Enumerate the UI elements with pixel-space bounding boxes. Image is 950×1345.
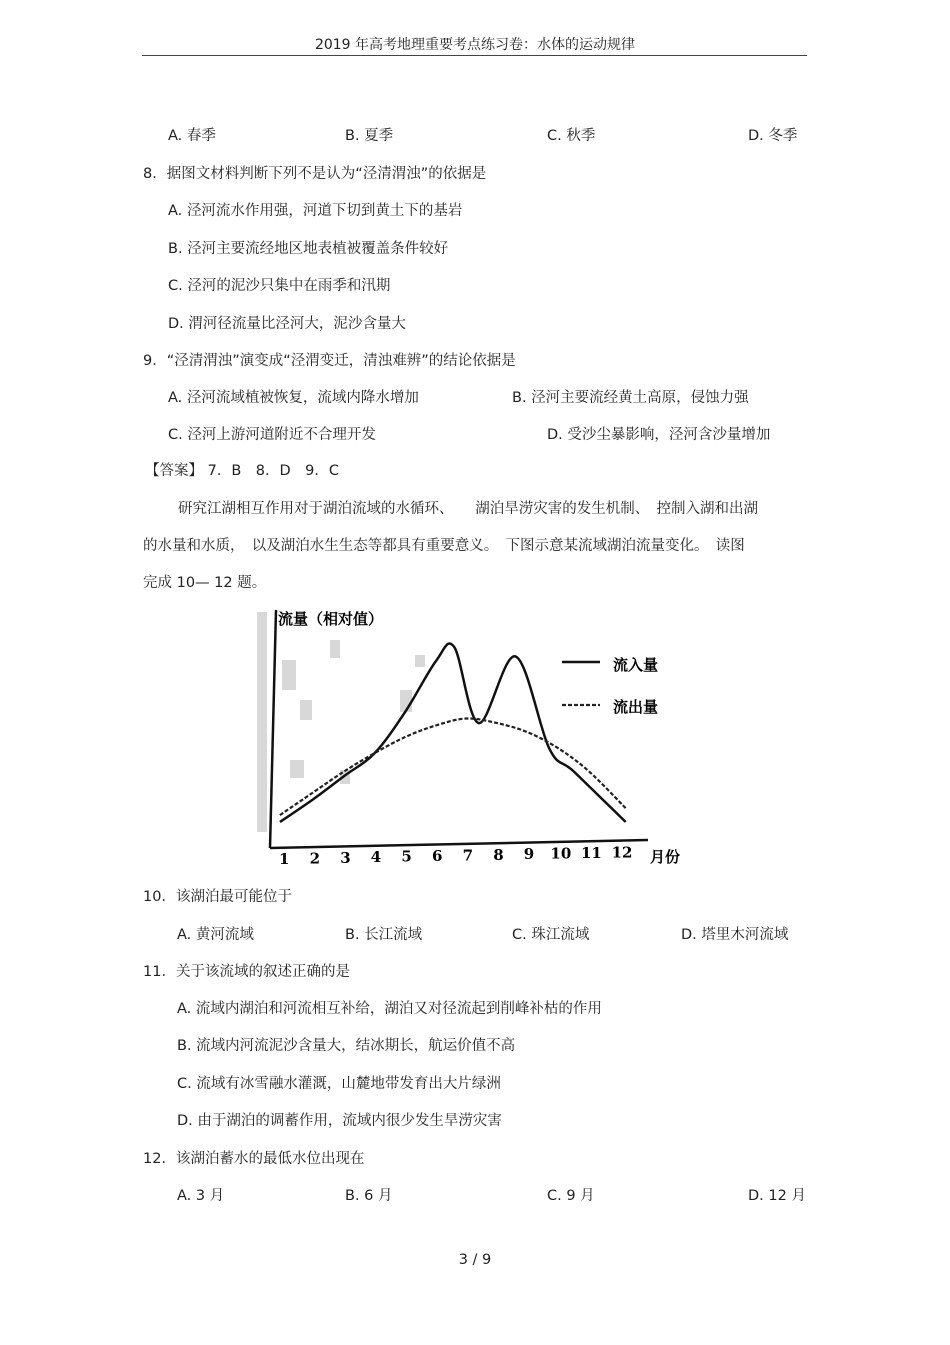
x-tick-label: 2 bbox=[309, 849, 321, 868]
x-tick-label: 3 bbox=[340, 848, 351, 867]
q11-option-c: C. 流域有冰雪融水灌溉，山麓地带发育出大片绿洲 bbox=[177, 1076, 501, 1092]
q10-option-d: D. 塔里木河流域 bbox=[681, 927, 789, 943]
q10-option-a: A. 黄河流域 bbox=[177, 927, 254, 943]
x-tick-label: 10 bbox=[550, 844, 572, 863]
q8-option-d: D. 渭河径流量比泾河大，泥沙含量大 bbox=[168, 316, 406, 332]
x-tick-label: 5 bbox=[401, 847, 412, 866]
q10-option-c: C. 珠江流域 bbox=[512, 927, 590, 943]
q8-option-a: A. 泾河流水作用强，河道下切到黄土下的基岩 bbox=[168, 203, 463, 219]
q12-option-a: A. 3 月 bbox=[177, 1188, 225, 1204]
q9-option-a: A. 泾河流域植被恢复，流域内降水增加 bbox=[168, 390, 419, 406]
page-number: 3 / 9 bbox=[458, 1252, 492, 1268]
q12-stem: 12．该湖泊蓄水的最低水位出现在 bbox=[143, 1151, 365, 1167]
q8-option-b: B. 泾河主要流经地区地表植被覆盖条件较好 bbox=[168, 241, 449, 257]
page-header: 2019 年高考地理重要考点练习卷：水体的运动规律 bbox=[314, 37, 636, 53]
q11-option-d: D. 由于湖泊的调蓄作用，流域内很少发生旱涝灾害 bbox=[177, 1113, 502, 1129]
q9-option-c: C. 泾河上游河道附近不合理开发 bbox=[168, 427, 376, 443]
x-axis-label: 月份 bbox=[650, 848, 681, 866]
q7-option-a: A. 春季 bbox=[168, 128, 216, 144]
x-tick-label: 4 bbox=[370, 848, 382, 867]
x-tick-label: 11 bbox=[581, 844, 602, 862]
q9-option-b: B. 泾河主要流经黄土高原，侵蚀力强 bbox=[512, 390, 749, 406]
q10-stem: 10．该湖泊最可能位于 bbox=[143, 889, 292, 905]
q12-option-c: C. 9 月 bbox=[547, 1188, 595, 1204]
q10-option-b: B. 长江流域 bbox=[345, 927, 423, 943]
x-tick-label: 9 bbox=[523, 845, 535, 864]
passage-line-2: 的水量和水质， 以及湖泊水生生态等都具有重要意义。 下图示意某流域湖泊流量变化。 读图 bbox=[143, 538, 745, 554]
q8-stem: 8．据图文材料判断下列不是认为“泾清渭浊”的依据是 bbox=[143, 166, 487, 182]
passage-line-3: 完成 10— 12 题。 bbox=[143, 575, 267, 591]
lake-flow-chart bbox=[255, 603, 695, 881]
q11-stem: 11．关于该流域的叙述正确的是 bbox=[143, 964, 350, 980]
q12-option-b: B. 6 月 bbox=[345, 1188, 393, 1204]
q7-option-d: D. 冬季 bbox=[748, 128, 798, 144]
x-tick-label: 8 bbox=[493, 845, 504, 864]
passage-line-1: 研究江湖相互作用对于湖泊流域的水循环、 湖泊旱涝灾害的发生机制、 控制入湖和出湖 bbox=[178, 501, 758, 517]
q7-option-b: B. 夏季 bbox=[345, 128, 394, 144]
q11-option-b: B. 流域内河流泥沙含量大，结冰期长，航运价值不高 bbox=[177, 1038, 516, 1054]
legend-outflow-label: 流出量 bbox=[613, 698, 659, 716]
q11-option-a: A. 流域内湖泊和河流相互补给，湖泊又对径流起到削峰补枯的作用 bbox=[177, 1001, 602, 1017]
answer-key: 【答案】 7．B 8．D 9．C bbox=[145, 463, 340, 479]
x-tick-label: 6 bbox=[432, 847, 443, 865]
x-tick-label: 7 bbox=[462, 846, 474, 865]
y-axis-label: 流量（相对值） bbox=[278, 610, 384, 628]
header-rule bbox=[142, 55, 807, 56]
q8-option-c: C. 泾河的泥沙只集中在雨季和汛期 bbox=[168, 278, 391, 294]
q9-option-d: D. 受沙尘暴影响，泾河含沙量增加 bbox=[547, 427, 771, 443]
x-tick-label: 12 bbox=[611, 843, 633, 862]
x-tick-label: 1 bbox=[279, 850, 290, 868]
legend-inflow-label: 流入量 bbox=[613, 656, 659, 674]
q9-stem: 9．“泾清渭浊”演变成“泾渭变迁，清浊难辨”的结论依据是 bbox=[143, 353, 516, 369]
q12-option-d: D. 12 月 bbox=[748, 1188, 806, 1204]
q7-option-c: C. 秋季 bbox=[547, 128, 596, 144]
